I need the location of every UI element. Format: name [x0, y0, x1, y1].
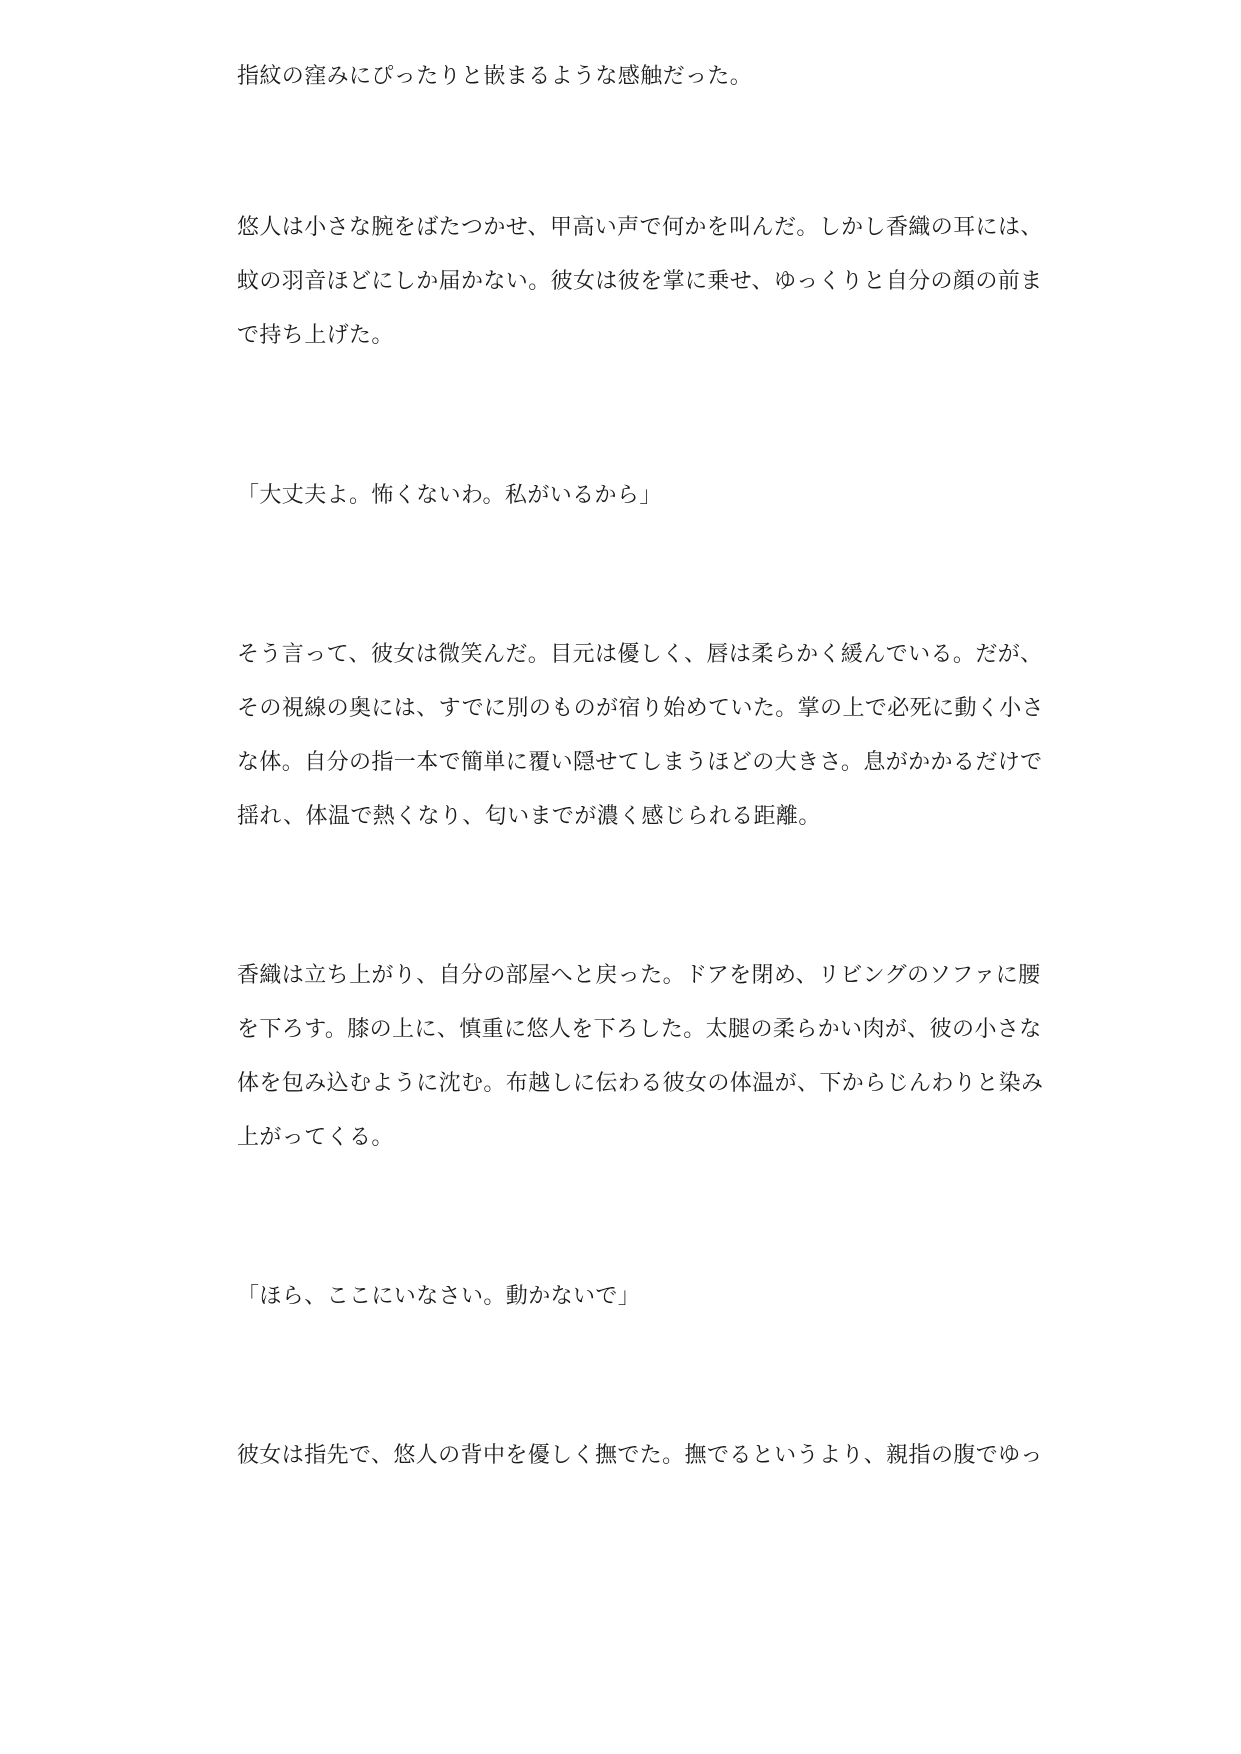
text-line: 上がってくる。 [237, 1125, 394, 1150]
text-line: 体を包み込むように沈む。布越しに伝わる彼女の体温が、下からじんわりと染み [237, 1071, 1044, 1096]
text-line: な体。自分の指一本で簡単に覆い隠せてしまうほどの大きさ。息がかかるだけで [237, 750, 1043, 775]
text-line: 悠人は小さな腕をばたつかせ、甲高い声で何かを叫んだ。しかし香織の耳には、 [237, 215, 1043, 240]
text-line: 彼女は指先で、悠人の背中を優しく撫でた。撫でるというより、親指の腹でゆっ [237, 1443, 1043, 1468]
text-line: 蚊の羽音ほどにしか届かない。彼女は彼を掌に乗せ、ゆっくりと自分の顔の前ま [237, 269, 1043, 294]
dialogue-line: 「大丈夫よ。怖くないわ。私がいるから」 [237, 483, 662, 508]
dialogue-line: 「ほら、ここにいなさい。動かないで」 [237, 1284, 641, 1309]
text-line: を下ろす。膝の上に、慎重に悠人を下ろした。太腿の柔らかい肉が、彼の小さな [237, 1017, 1042, 1042]
text-line: 揺れ、体温で熱くなり、匂いまでが濃く感じられる距離。 [237, 804, 821, 829]
text-line: その視線の奥には、すでに別のものが宿り始めていた。掌の上で必死に動く小さ [237, 696, 1045, 721]
text-line: そう言って、彼女は微笑んだ。目元は優しく、唇は柔らかく緩んでいる。だが、 [237, 642, 1043, 667]
text-line: 香織は立ち上がり、自分の部屋へと戻った。ドアを閉め、リビングのソファに腰 [237, 963, 1041, 988]
text-line: で持ち上げた。 [237, 323, 394, 348]
text-line: 指紋の窪みにぴったりと嵌まるような感触だった。 [237, 64, 753, 89]
